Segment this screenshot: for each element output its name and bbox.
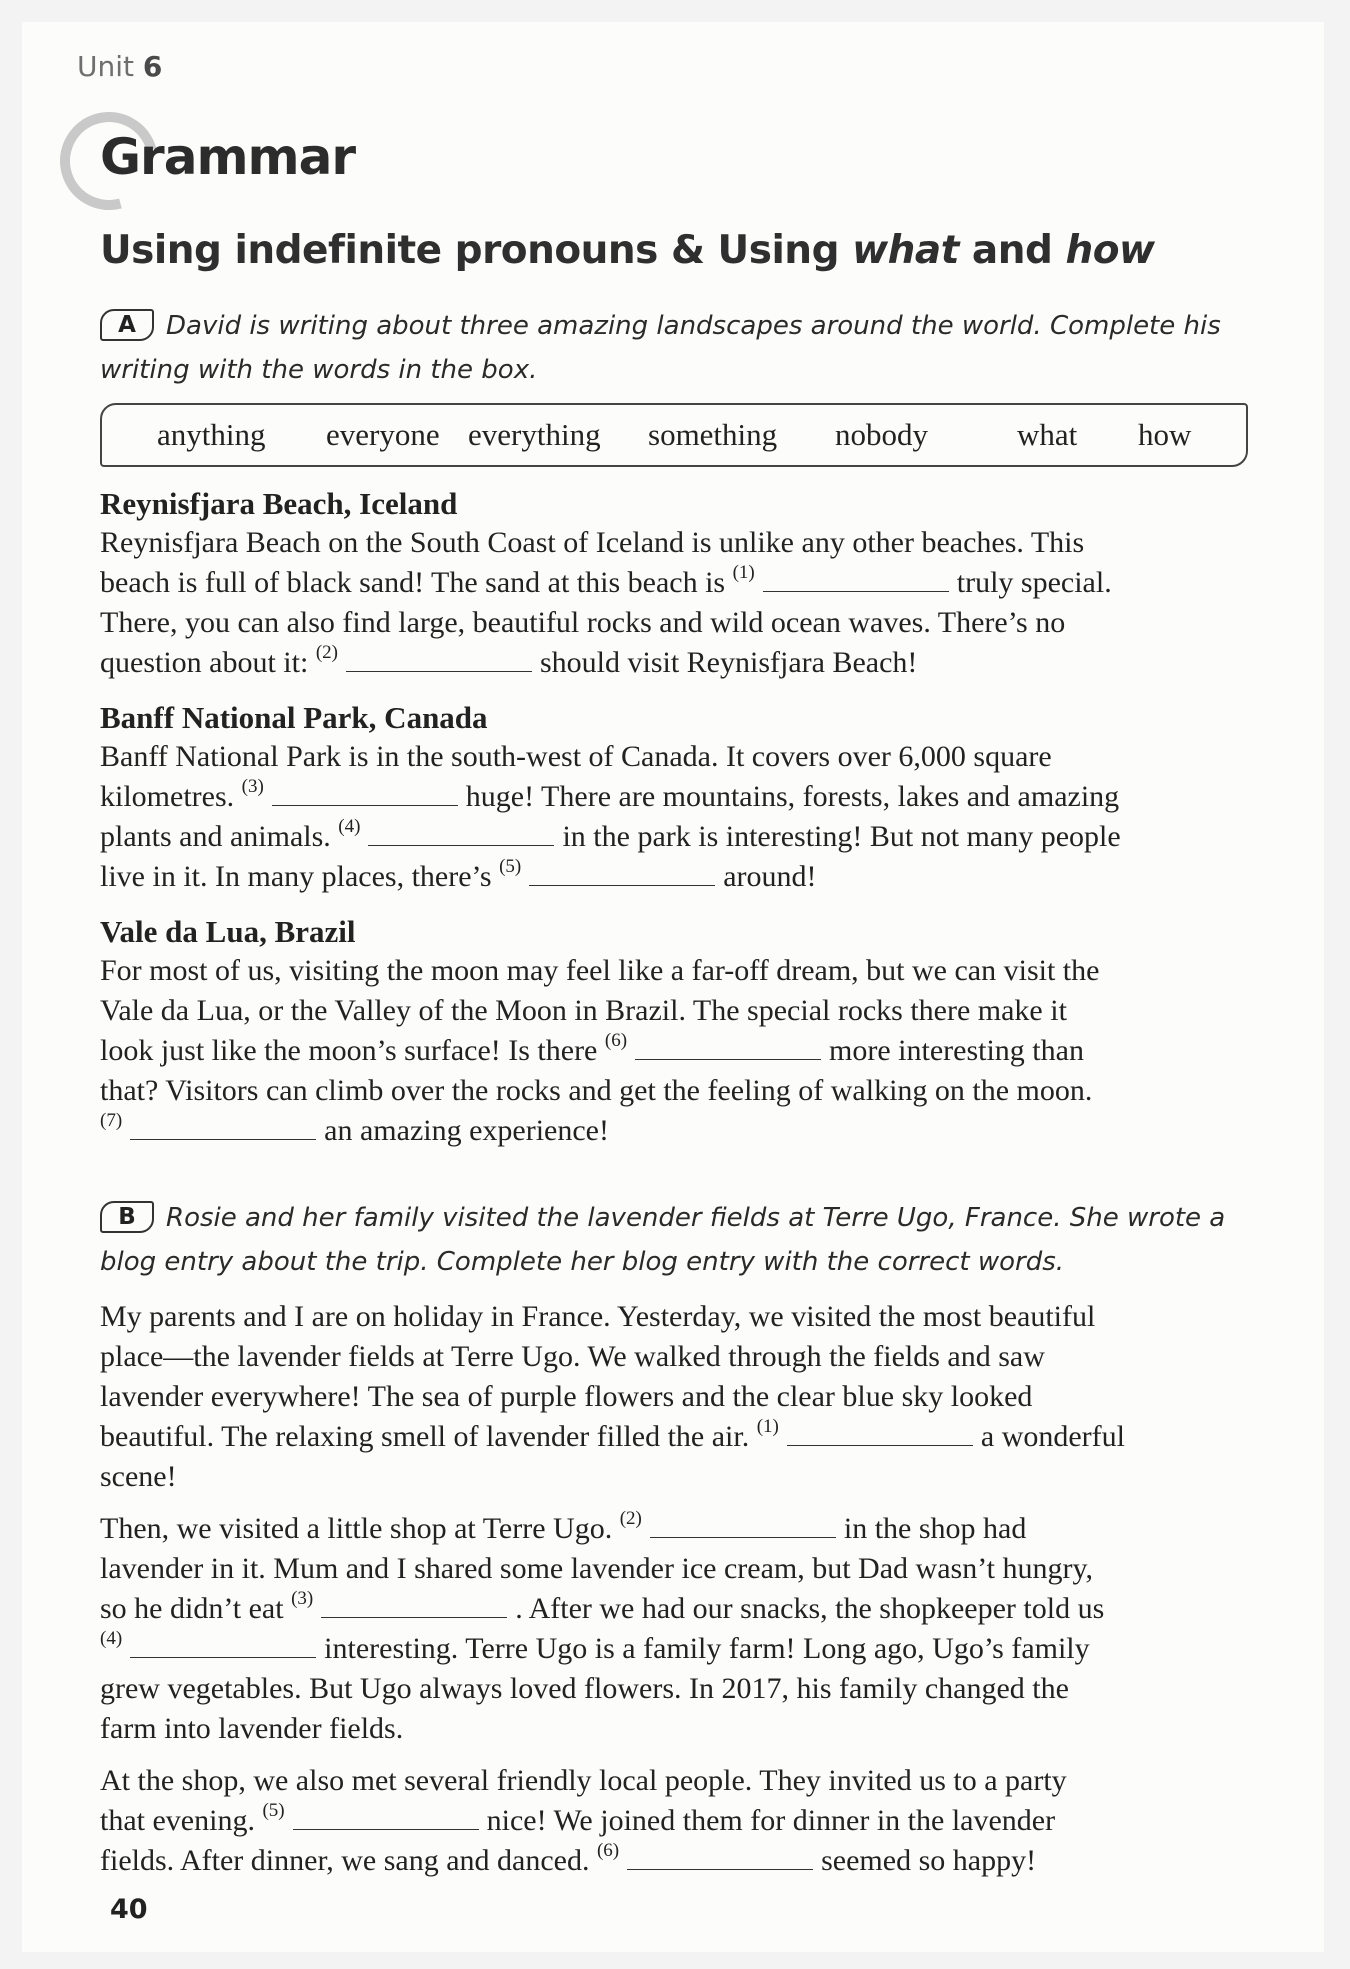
answer-blank[interactable] xyxy=(321,1595,507,1618)
gap-number: (5) xyxy=(499,856,522,877)
text-line: Banff National Park is in the south-west of Canada. It covers over 6,000 square xyxy=(100,740,1052,773)
answer-blank[interactable] xyxy=(627,1847,813,1870)
text-line: For most of us, visiting the moon may feel like a far-off dream, but we can visit the xyxy=(100,954,1100,987)
text-line: My parents and I are on holiday in France. Yesterday, we visited the most beautiful xyxy=(100,1300,1096,1333)
exercise-a-instruction: A David is writing about three amazing landscapes around the world. Complete his writing with the words in the box. xyxy=(100,311,1221,385)
gap-number: (6) xyxy=(604,1030,628,1051)
section-title: Grammar xyxy=(100,128,356,186)
gap-number: (2) xyxy=(315,642,338,663)
answer-blank[interactable] xyxy=(293,1807,479,1830)
text-line: look just like the moon’s surface! Is there $^{(6)}$ more interesting than xyxy=(100,1030,1084,1067)
gap-number: (3) xyxy=(241,776,264,797)
answer-blank[interactable] xyxy=(130,1117,316,1140)
text-line: that? Visitors can climb over the rocks and get the feeling of walking on the moon. xyxy=(100,1074,1093,1107)
answer-blank[interactable] xyxy=(272,783,458,806)
answer-blank[interactable] xyxy=(787,1423,973,1446)
text-line: so he didn’t eat $^{(3)}$ . After we had our snacks, the shopkeeper told us xyxy=(100,1588,1105,1625)
text-line: $^{(7)}$ an amazing experience! xyxy=(100,1110,609,1147)
text-line: beautiful. The relaxing smell of lavender filled the air. $^{(1)}$ a wonderful xyxy=(100,1416,1125,1453)
text-line: place—the lavender fields at Terre Ugo. We walked through the fields and saw xyxy=(100,1340,1045,1373)
lesson-subtitle: Using indefinite pronouns & Using what and how xyxy=(100,228,1155,273)
word-box-item: how xyxy=(1138,417,1192,452)
text-line: question about it: $^{(2)}$ should visit Reynisfjara Beach! xyxy=(100,642,918,679)
answer-blank[interactable] xyxy=(635,1037,821,1060)
answer-blank[interactable] xyxy=(529,863,715,886)
unit-label: Unit 6 xyxy=(77,50,163,83)
answer-blank[interactable] xyxy=(650,1515,836,1538)
answer-blank[interactable] xyxy=(368,823,554,846)
text-line: farm into lavender fields. xyxy=(100,1712,404,1745)
text-line: fields. After dinner, we sang and danced. $^{(6)}$ seemed so happy! xyxy=(100,1840,1037,1877)
text-line: scene! xyxy=(100,1460,177,1493)
word-box xyxy=(100,403,1248,467)
section-heading: Vale da Lua, Brazil xyxy=(100,914,356,949)
answer-blank[interactable] xyxy=(346,649,532,672)
text-line: Reynisfjara Beach on the South Coast of Iceland is unlike any other beaches. This xyxy=(100,526,1085,559)
text-line: live in it. In many places, there’s $^{(5)}$ around! xyxy=(100,856,817,893)
text-line: lavender everywhere! The sea of purple flowers and the clear blue sky looked xyxy=(100,1380,1033,1413)
gap-number: (5) xyxy=(262,1800,285,1821)
text-line: lavender in it. Mum and I shared some lavender ice cream, but Dad wasn’t hungry, xyxy=(100,1552,1094,1585)
word-box-item: anything xyxy=(157,417,266,452)
text-line: that evening. $^{(5)}$ nice! We joined them for dinner in the lavender xyxy=(100,1800,1056,1837)
section-heading: Reynisfjara Beach, Iceland xyxy=(100,486,458,521)
exercise-b-badge: B xyxy=(100,1201,154,1233)
word-box-item: everything xyxy=(468,417,601,452)
text-line: At the shop, we also met several friendly local people. They invited us to a party xyxy=(100,1764,1067,1797)
text-line: kilometres. $^{(3)}$ huge! There are mountains, forests, lakes and amazing xyxy=(100,776,1120,813)
gap-number: (1) xyxy=(732,562,755,583)
gap-number: (1) xyxy=(756,1416,779,1437)
gap-number: (4) xyxy=(100,1628,123,1649)
section-heading: Banff National Park, Canada xyxy=(100,700,488,735)
gap-number: (3) xyxy=(291,1588,314,1609)
exercise-b-instruction: B Rosie and her family visited the lavender fields at Terre Ugo, France. She wrote a blog entry about the trip. Complete her blog entry with the correct words. xyxy=(100,1203,1226,1277)
text-line: Then, we visited a little shop at Terre Ugo. $^{(2)}$ in the shop had xyxy=(100,1508,1027,1545)
gap-number: (6) xyxy=(596,1840,620,1861)
gap-number: (2) xyxy=(619,1508,642,1529)
text-line: grew vegetables. But Ugo always loved flowers. In 2017, his family changed the xyxy=(100,1672,1069,1705)
answer-blank[interactable] xyxy=(763,569,949,592)
gap-number: (7) xyxy=(100,1110,123,1131)
exercise-a-badge: A xyxy=(100,309,154,341)
answer-blank[interactable] xyxy=(130,1635,316,1658)
text-line: plants and animals. $^{(4)}$ in the park is interesting! But not many people xyxy=(100,816,1121,853)
word-box-item: everyone xyxy=(326,417,440,452)
word-box-item: what xyxy=(1017,417,1078,452)
word-box-item: something xyxy=(648,417,778,452)
text-line: There, you can also find large, beautiful rocks and wild ocean waves. There’s no xyxy=(100,606,1066,639)
text-line: Vale da Lua, or the Valley of the Moon in Brazil. The special rocks there make it xyxy=(100,994,1067,1027)
page-number: 40 xyxy=(110,1894,148,1925)
word-box-item: nobody xyxy=(835,417,928,452)
gap-number: (4) xyxy=(338,816,361,837)
text-line: $^{(4)}$ interesting. Terre Ugo is a family farm! Long ago, Ugo’s family xyxy=(100,1628,1090,1665)
text-line: beach is full of black sand! The sand at this beach is $^{(1)}$ truly special. xyxy=(100,562,1112,599)
